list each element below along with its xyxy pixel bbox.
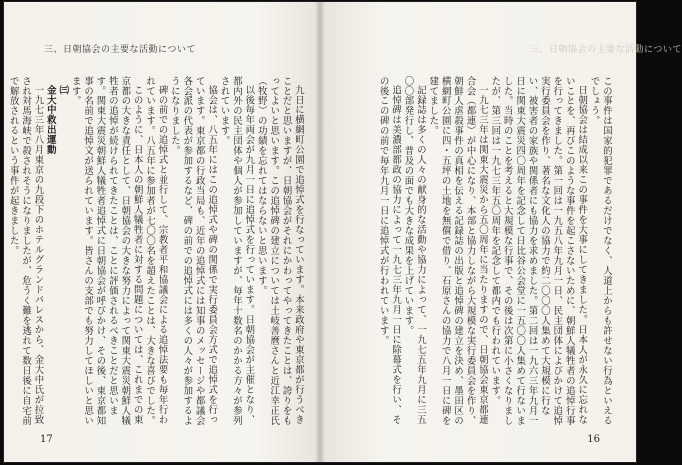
paragraph: 九日に横網町公園で追悼式を行なっています。本来政府や東京都が行うべきことだと思いますが、日朝協会がそれにかわってやってきたことは、誇りをもってよいと思います。この追悼碑の建立については土岐善麿さんと近江幸正氏（牧野）の功績を忘れてはならないと思います。 xyxy=(255,76,304,426)
page-number-left: 17 xyxy=(40,434,53,445)
section-title: 金大中救出運動 xyxy=(44,85,56,156)
paragraph: この事件は国家的犯罪であるだけでなく、人道上からも許せない行為といえるでしょう。 xyxy=(588,76,612,426)
paragraph: 一九七三年は関東大震災から五〇周年に当たりますので、日朝協会東京都連合会（都連）が中心になり、本部と協力しながら大規模な実行委員会を作り、朝鮮人虐殺事件の真相を伝える記録誌の出版と追悼碑の建立を決め、墨田区の横網町公園に四・五坪の土地を無償で借り、石原さんの協力で八月一日に碑を建てました。 xyxy=(427,76,488,426)
right-page xyxy=(320,2,682,462)
paragraph: 一九七三年八月東京の九段下のホテルグランドパレスから、金大中氏が拉致され対馬海峡で殺されそうになりましたが、危うく難を逃れて数日後に自宅前で解放されるという事件が起きました。 xyxy=(7,76,44,426)
page-number-right: 16 xyxy=(587,434,600,445)
right-page-body xyxy=(342,76,612,426)
paragraph: 碑の前での追悼式と並行して、宗教者平和協議会による追悼法要も毎年行われています。八五年に参加者が七〇〇名を超えたことは、大きな喜びでした。 xyxy=(144,76,168,426)
running-head-right: 三、日朝協会の主要な活動について xyxy=(530,45,682,55)
running-head-left: 三、日朝協会の主要な活動について xyxy=(44,45,196,55)
paragraph: 協会は、八五年にはこの追悼式や碑の関係で実行委員会方式で追悼式を行っています。東京都の行政当局も、近年の追悼式には知事のメッセージや都議会各会派の代表が参加するなど、碑の前での追悼式には多くの人々が参加するようになりました。 xyxy=(168,76,218,426)
paragraph: 追悼碑は美濃部都政の協力によって一九七三年九月一日に除幕式を行い、その後この碑の前で毎年九月一日に追悼式が行われています。 xyxy=(377,76,402,426)
left-page-body xyxy=(7,76,304,426)
book-spread xyxy=(4,2,682,462)
paragraph: 記録誌は多くの人々の献身的な活動や協力によって、一九七五年九月に三五〇〇部発行し、普及の面でも大きな成果を上げています。 xyxy=(402,76,426,426)
paragraph: 以後毎年両会が九月一日に追悼式を行っています。日朝協会が主催となり、都内外の民主団体や個人が参加していますが、毎年十数名のかかる方々が参列されています。 xyxy=(218,76,255,426)
section-number: ㈢ xyxy=(57,85,69,96)
paragraph: このように、日本人の朝鮮人犠牲者に対する問題については、これまでの東京都の大きな責任として、日朝協会の大きな努力によって関東大震災朝鮮人犠牲者の追悼が続けられてきたことは、ことに評価されるべきことだと思います。関東大震災朝鮮人犠牲者追悼式に日朝協会が呼びかけ、その後、東京都知事の名前で追悼文が送られています。皆さんの支部でも努力してほしいと思います。 xyxy=(69,76,143,426)
left-page xyxy=(4,2,320,462)
paragraph: 日朝協会は結成以来この事件を大事にしてきました。日本人が永久に忘れないことを、再びこのような事件を起こさないために、朝鮮人犠牲者の追悼行事を行ってきました。第一回は一九五八年九月一日、民主団体によびかけて追悼実行委員会を作り、著名な文化人の協力で約二〇〇〇人集めて大規模に行ない、被害者の家族や関係者にも協力を求めました。第二回は一九六三年九月一日に関東大震災四〇周年を記念して日比谷公会堂に一五〇〇人集めて行ないました。当時のことを考えると大規模な行事で、その後は次第に小さくなりましたが、第三回は一九七三年五〇周年を記念して都内でも行われています。 xyxy=(489,76,588,426)
book-gutter xyxy=(315,2,325,462)
